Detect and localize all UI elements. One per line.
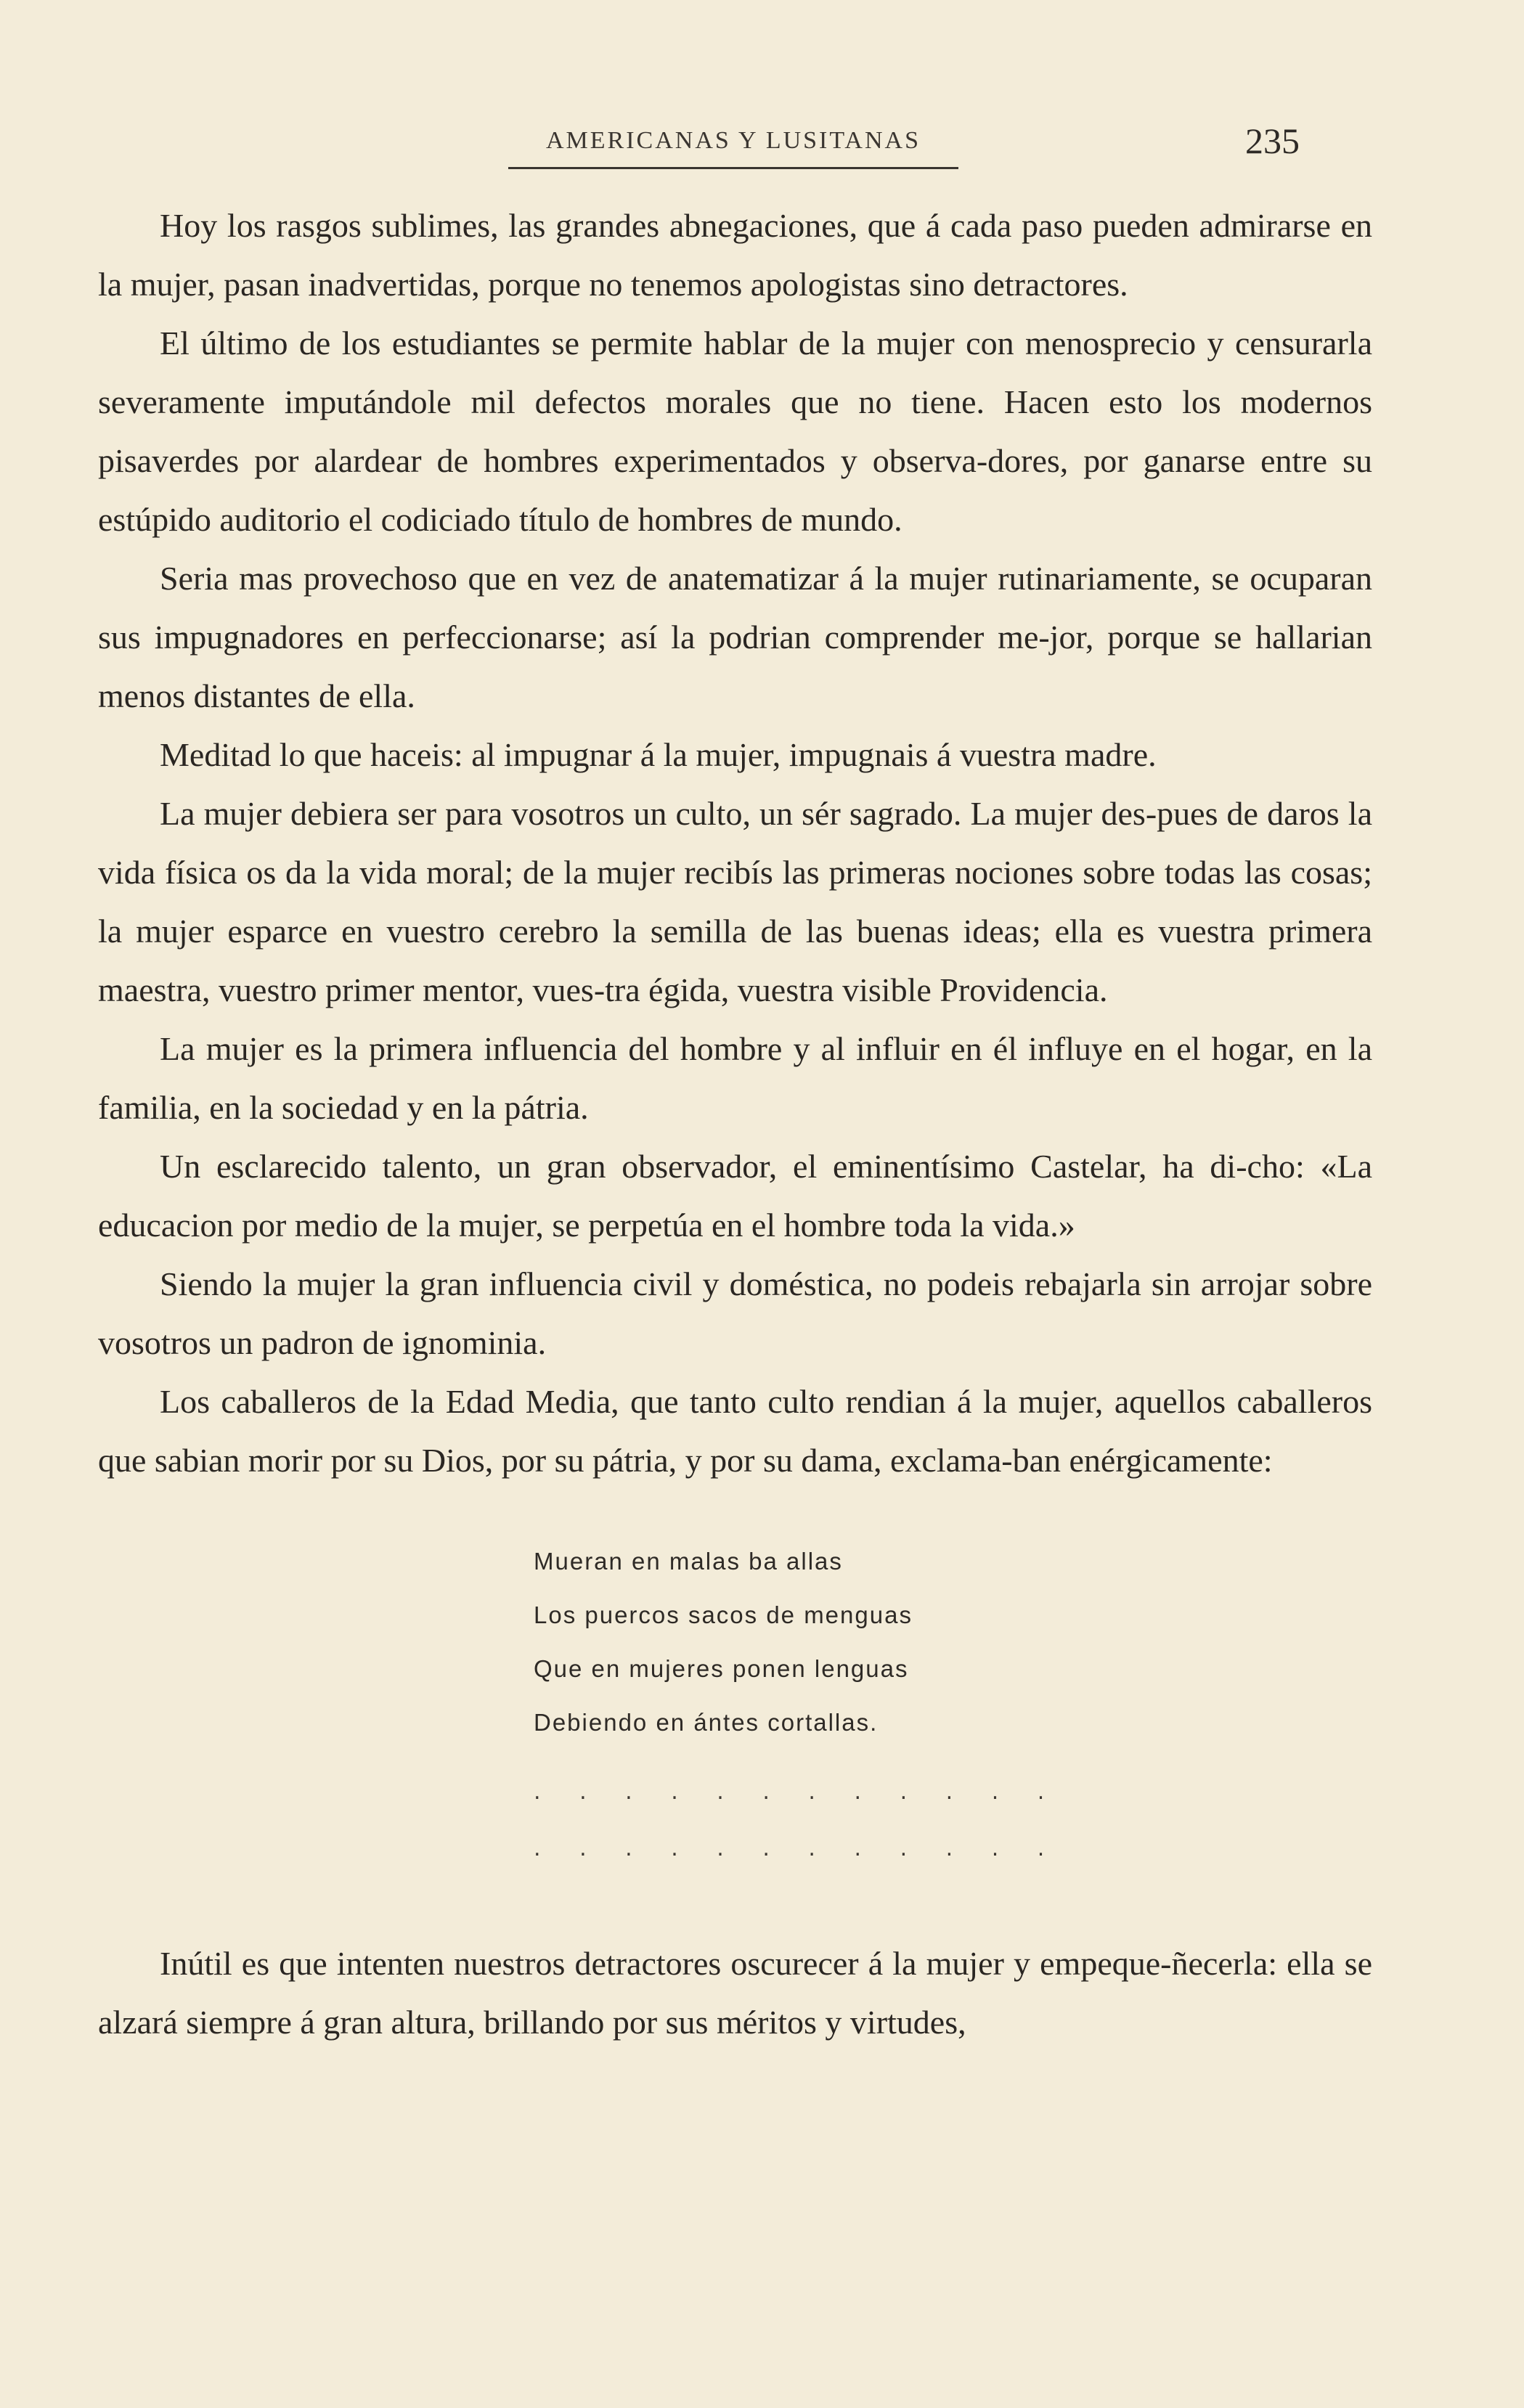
paragraph: Un esclarecido talento, un gran observador, el eminentísimo Castelar, ha di-cho: «La educacion por medio de la mujer, se perpetúa en el hombre toda la vida.» [98, 1148, 1372, 1244]
paragraph: Los caballeros de la Edad Media, que tanto culto rendian á la mujer, aquellos caballeros que sabian morir por su Dios, por su pátria, y por su dama, exclama-ban enérgicamente: [98, 1383, 1372, 1479]
paragraph: Meditad lo que haceis: al impugnar á la mujer, impugnais á vuestra madre. [160, 736, 1157, 773]
ellipsis-row: . . . . . . . . . . . . [534, 1779, 1061, 1805]
paragraph: La mujer debiera ser para vosotros un culto, un sér sagrado. La mujer des-pues de daros la vida física os da la vida moral; de la mujer recibís las primeras nociones sobre todas las cosas; la mujer esparce en vuestro cerebro la semilla de las buenas ideas; ella es vuestra primera maestra, vuestro primer mentor, vues-tra égida, vuestra visible Providencia. [98, 795, 1372, 1008]
paragraph: La mujer es la primera influencia del hombre y al influir en él influye en el hogar, en la familia, en la sociedad y en la pátria. [98, 1030, 1372, 1126]
verse-quotation [534, 1535, 1372, 1750]
running-title: AMERICANAS Y LUSITANAS [545, 127, 921, 154]
verse-line: Debiendo en ántes cortallas. [534, 1709, 879, 1736]
header-rule [508, 167, 958, 169]
verse-line: Mueran en malas ba allas [534, 1548, 843, 1575]
paragraph: Siendo la mujer la gran influencia civil y doméstica, no podeis rebajarla sin arrojar sobre vosotros un padron de ignominia. [98, 1265, 1372, 1361]
page-number: 235 [1245, 121, 1300, 161]
paragraph: Hoy los rasgos sublimes, las grandes abnegaciones, que á cada paso pueden admirarse en la mujer, pasan inadvertidas, porque no tenemos apologistas sino detractores. [98, 207, 1372, 303]
ellipsis-row: . . . . . . . . . . . . [534, 1836, 1061, 1861]
verse-line: Que en mujeres ponen lenguas [534, 1655, 909, 1682]
verse-line: Los puercos sacos de menguas [534, 1601, 913, 1628]
body-text [98, 196, 1372, 2052]
paragraph: Seria mas provechoso que en vez de anatematizar á la mujer rutinariamente, se ocuparan sus impugnadores en perfeccionarse; así la podrian comprender me-jor, porque se hallarian menos distantes de ella. [98, 560, 1372, 714]
closing-paragraph: Inútil es que intenten nuestros detractores oscurecer á la mujer y empeque-ñecerla: ella se alzará siempre á gran altura, brillando por sus méritos y virtudes, [98, 1945, 1372, 2041]
paragraph: El último de los estudiantes se permite hablar de la mujer con menosprecio y censurarla severamente imputándole mil defectos morales que no tiene. Hacen esto los modernos pisaverdes por alardear de hombres experimentados y observa-dores, por ganarse entre su estúpido auditorio el codiciado título de hombres de mundo. [98, 325, 1372, 538]
